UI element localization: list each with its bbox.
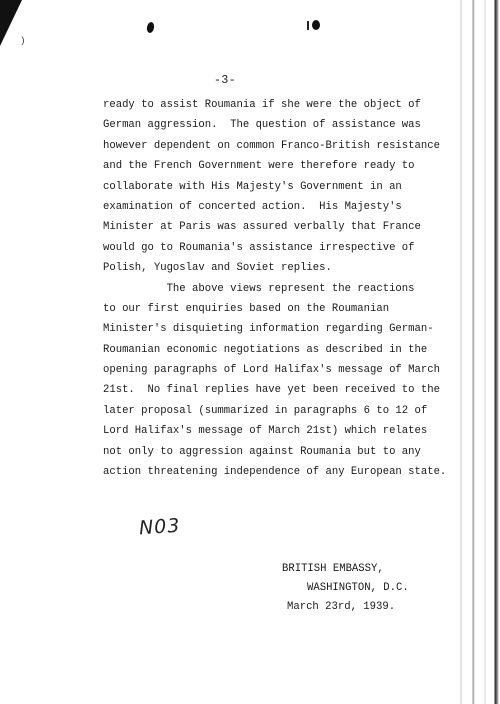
letter-body <box>103 95 447 482</box>
body-line: opening paragraphs of Lord Halifax's message of March <box>103 364 440 377</box>
body-line: Polish, Yugoslav and Soviet replies. <box>103 262 332 275</box>
body-line: later proposal (summarized in paragraphs 6 to 12 of <box>103 404 428 417</box>
body-line: would go to Roumania's assistance irrespective of <box>103 241 415 254</box>
body-line: 21st. No final replies have yet been received to the <box>103 384 440 397</box>
corner-bracket-mark: ) <box>20 36 26 46</box>
embassy-city: WASHINGTON, D.C. <box>307 582 409 594</box>
embassy-name: BRITISH EMBASSY, <box>282 563 384 575</box>
handwritten-annotation: N03 <box>138 514 182 540</box>
letter-date: March 23rd, 1939. <box>287 601 396 613</box>
punch-hole-right <box>312 20 320 30</box>
body-line: action threatening independence of any European state. <box>103 466 447 479</box>
body-line: and the French Government were therefore ready to <box>103 160 415 173</box>
body-line: examination of concerted action. His Majesty's <box>103 200 402 213</box>
body-line: Lord Halifax's message of March 21st) which relates <box>103 425 428 438</box>
body-line: The above views represent the reactions <box>103 282 415 295</box>
binding-edge <box>454 0 500 704</box>
punch-hole-left <box>146 21 155 33</box>
body-line: to our first enquiries based on the Roumanian <box>103 302 390 315</box>
body-line: not only to aggression against Roumania but to any <box>103 445 421 458</box>
body-line: however dependent on common Franco-British resistance <box>103 139 440 152</box>
body-line: ready to assist Roumania if she were the object of <box>103 99 421 111</box>
punch-hole-tick <box>307 21 309 30</box>
body-line: Roumanian economic negotiations as described in the <box>103 343 428 356</box>
body-line: German aggression. The question of assistance was <box>103 119 421 132</box>
scan-corner-shadow <box>0 0 22 46</box>
body-line: collaborate with His Majesty's Government in an <box>103 180 402 193</box>
page-number: -3- <box>214 74 237 87</box>
body-line: Minister's disquieting information regarding German- <box>103 323 434 336</box>
body-line: Minister at Paris was assured verbally that France <box>103 221 421 234</box>
